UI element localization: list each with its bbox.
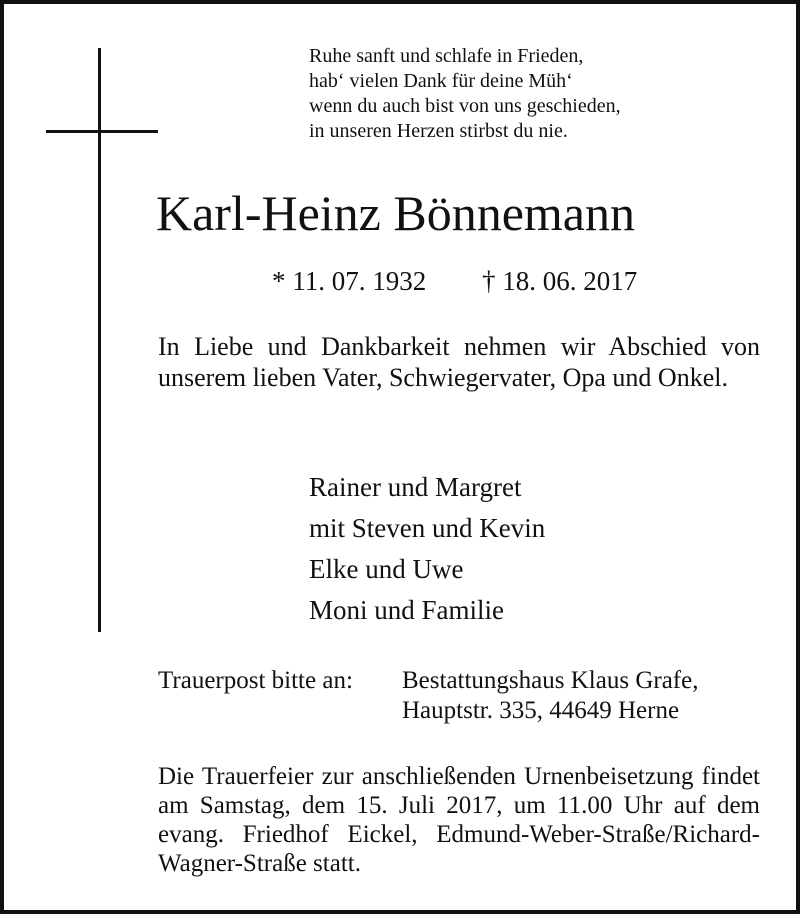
poem-line: wenn du auch bist von uns geschieden, bbox=[309, 95, 621, 117]
death-date: † 18. 06. 2017 bbox=[482, 266, 638, 296]
condolence-mail-label: Trauerpost bitte an: bbox=[158, 667, 353, 694]
condolence-mail-address bbox=[402, 666, 698, 726]
cross-icon bbox=[98, 48, 101, 632]
address-line: Bestattungshaus Klaus Grafe, bbox=[402, 667, 699, 694]
memorial-poem bbox=[309, 44, 621, 144]
poem-line: in unseren Herzen stirbst du nie. bbox=[309, 120, 568, 142]
poem-line: hab‘ vielen Dank für deine Müh‘ bbox=[309, 70, 573, 92]
mourners-list bbox=[309, 467, 545, 631]
mourner-entry: Moni und Familie bbox=[309, 595, 504, 625]
poem-line: Ruhe sanft und schlafe in Frieden, bbox=[309, 45, 584, 67]
deceased-name: Karl-Heinz Bönnemann bbox=[156, 185, 636, 241]
ceremony-details: Die Trauerfeier zur anschließenden Urnenbeisetzung findet am Samstag, dem 15. Juli 2017, um 11.00 Uhr auf dem evang. Friedhof Eickel, Edmund-Weber-Straße/Richard-Wagner-Straße statt. bbox=[158, 763, 760, 877]
cross-icon-crossbar bbox=[46, 130, 158, 133]
mourner-entry: Rainer und Margret bbox=[309, 472, 522, 502]
farewell-message: In Liebe und Dankbarkeit nehmen wir Abschied von unserem lieben Vater, Schwiegervater, Opa und Onkel. bbox=[158, 332, 760, 392]
address-line: Hauptstr. 335, 44649 Herne bbox=[402, 697, 680, 724]
mourner-entry: Elke und Uwe bbox=[309, 554, 464, 584]
birth-date: * 11. 07. 1932 bbox=[272, 266, 427, 296]
mourner-entry: mit Steven und Kevin bbox=[309, 513, 546, 543]
